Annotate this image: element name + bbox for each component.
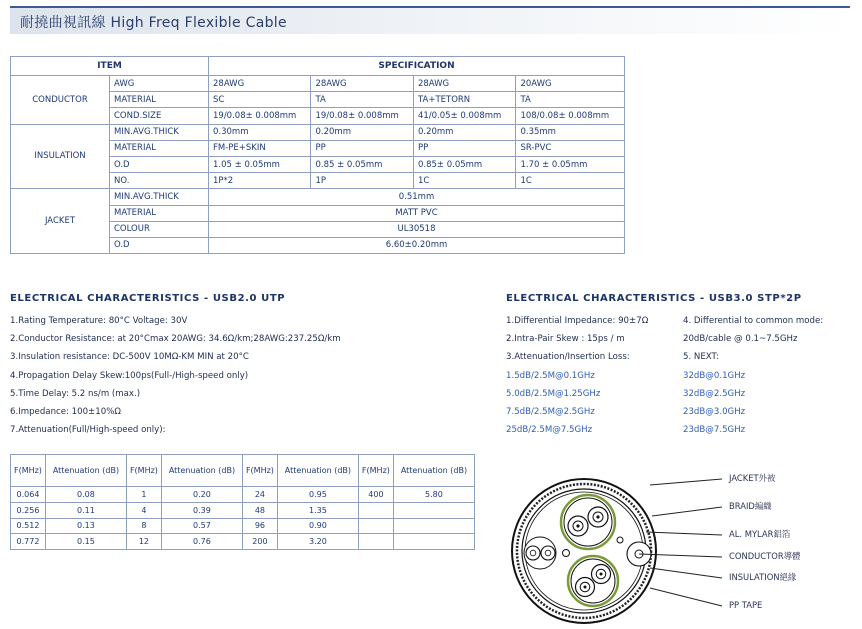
item-header: ITEM: [11, 57, 209, 76]
jacket-label: JACKET: [11, 189, 110, 254]
usb3-line: 2.Intra-Pair Skew : 15ps / m: [506, 334, 625, 345]
cell: [358, 518, 393, 534]
usb3-title: ELECTRICAL CHARACTERISTICS - USB3.0 STP*2P: [506, 293, 802, 304]
utp-pair: [524, 537, 556, 569]
table-row: [11, 124, 625, 140]
usb3-value: 23dB@7.5GHz: [683, 425, 746, 436]
title-bar: [10, 6, 850, 34]
cell: [393, 518, 474, 534]
cell: 0.51mm: [209, 189, 625, 205]
page-title: 耐撓曲視訊線 High Freq Flexible Cable: [20, 15, 287, 31]
cell: 4: [126, 502, 161, 518]
row-name: MATERIAL: [110, 92, 209, 108]
cell: 0.95: [277, 487, 358, 503]
row-name: NO.: [110, 173, 209, 189]
table-row: [11, 487, 475, 503]
row-name: MATERIAL: [110, 140, 209, 156]
cell: 19/0.08± 0.008mm: [209, 108, 311, 124]
row-name: AWG: [110, 76, 209, 92]
cell: 0.13: [45, 518, 126, 534]
header-cell: F(MHz): [242, 455, 277, 487]
specification-header: SPECIFICATION: [209, 57, 625, 76]
cable-cross-section: [500, 460, 862, 625]
usb3-value: 7.5dB/2.5M@2.5GHz: [506, 407, 595, 418]
usb3-value: 1.5dB/2.5M@0.1GHz: [506, 370, 595, 381]
cell: 1: [126, 487, 161, 503]
cell: 20AWG: [516, 76, 625, 92]
cell: TA+TETORN: [413, 92, 515, 108]
cell: 0.256: [11, 502, 46, 518]
row-name: O.D: [110, 156, 209, 172]
usb2-line: 7.Attenuation(Full/High-speed only):: [10, 425, 166, 436]
cell: [358, 502, 393, 518]
usb3-line: 3.Attenuation/Insertion Loss:: [506, 352, 630, 363]
cell: 0.30mm: [209, 124, 311, 140]
spec-table: [10, 56, 625, 254]
row-name: COLOUR: [110, 221, 209, 237]
table-row: [11, 534, 475, 550]
cable-diagram-svg: [500, 460, 862, 625]
usb2-line: 4.Propagation Delay Skew:100ps(Full-/High-speed only): [10, 370, 249, 381]
cell: 200: [242, 534, 277, 550]
usb2-lines: [10, 312, 341, 439]
usb2-line: 2.Conductor Resistance: at 20°Cmax 20AWG: 34.6Ω/km;28AWG:237.25Ω/km: [10, 334, 341, 345]
cell: 1P: [311, 173, 413, 189]
cell: 0.76: [161, 534, 242, 550]
cell: 1C: [516, 173, 625, 189]
insulation-callout: INSULATION絕緣: [729, 572, 797, 582]
cell: 1.35: [277, 502, 358, 518]
row-name: MATERIAL: [110, 205, 209, 221]
cell: 5.80: [393, 487, 474, 503]
cell: TA: [516, 92, 625, 108]
row-name: MIN.AVG.THICK: [110, 189, 209, 205]
cell: 0.90: [277, 518, 358, 534]
usb2-line: 1.Rating Temperature: 80°C Voltage: 30V: [10, 316, 188, 326]
cell: 0.20mm: [413, 124, 515, 140]
cell: 1.05 ± 0.05mm: [209, 156, 311, 172]
table-row: [11, 76, 625, 92]
cell: 3.20: [277, 534, 358, 550]
table-row: [11, 189, 625, 205]
cell: 28AWG: [311, 76, 413, 92]
cell: 0.20mm: [311, 124, 413, 140]
cell: 0.39: [161, 502, 242, 518]
cell: 400: [358, 487, 393, 503]
pp-tape-callout: PP TAPE: [729, 600, 763, 610]
braid-callout: BRAID編織: [729, 501, 772, 511]
usb3-col1: [506, 312, 648, 439]
cell: 0.08: [45, 487, 126, 503]
usb3-value: 32dB@2.5GHz: [683, 388, 746, 399]
cell: 41/0.05± 0.008mm: [413, 108, 515, 124]
cell: 48: [242, 502, 277, 518]
drain-wire: [617, 537, 623, 543]
usb2-line: 6.Impedance: 100±10%Ω: [10, 407, 121, 418]
row-name: COND.SIZE: [110, 108, 209, 124]
header-cell: Attenuation (dB): [277, 455, 358, 487]
jacket-callout: JACKET外被: [729, 473, 776, 483]
header-cell: Attenuation (dB): [161, 455, 242, 487]
cell: [358, 534, 393, 550]
top-pair: [561, 495, 615, 549]
cell: 28AWG: [209, 76, 311, 92]
usb3-value: 5.0dB/2.5M@1.25GHz: [506, 388, 601, 399]
cell: FM-PE+SKIN: [209, 140, 311, 156]
cell: 0.20: [161, 487, 242, 503]
cell: UL30518: [209, 221, 625, 237]
cell: 108/0.08± 0.008mm: [516, 108, 625, 124]
cell: 1C: [413, 173, 515, 189]
cell: 96: [242, 518, 277, 534]
cell: SC: [209, 92, 311, 108]
conductor-label: CONDUCTOR: [11, 76, 110, 125]
row-name: MIN.AVG.THICK: [110, 124, 209, 140]
cell: 0.85± 0.05mm: [413, 156, 515, 172]
cell: SR-PVC: [516, 140, 625, 156]
cell: [393, 502, 474, 518]
header-cell: Attenuation (dB): [393, 455, 474, 487]
cell: [393, 534, 474, 550]
usb3-line: 4. Differential to common mode:: [683, 316, 824, 326]
header-cell: F(MHz): [358, 455, 393, 487]
cell: 1.70 ± 0.05mm: [516, 156, 625, 172]
conductor-callout: CONDUCTOR導體: [729, 551, 801, 561]
cell: 24: [242, 487, 277, 503]
usb3-value: 25dB/2.5M@7.5GHz: [506, 425, 593, 436]
insulation-label: INSULATION: [11, 124, 110, 189]
cell: 0.35mm: [516, 124, 625, 140]
spec-header-row: [11, 57, 625, 76]
row-name: O.D: [110, 237, 209, 253]
cell: TA: [311, 92, 413, 108]
cell: 8: [126, 518, 161, 534]
bottom-pair: [568, 556, 618, 606]
cell: 0.064: [11, 487, 46, 503]
cell: 19/0.08± 0.008mm: [311, 108, 413, 124]
drain-wire: [563, 550, 570, 557]
cell: MATT PVC: [209, 205, 625, 221]
header-cell: F(MHz): [11, 455, 46, 487]
usb3-line: 1.Differential Impedance: 90±7Ω: [506, 316, 649, 326]
cell: PP: [413, 140, 515, 156]
usb3-value: 32dB@0.1GHz: [683, 370, 746, 381]
table-row: [11, 518, 475, 534]
usb2-line: 3.Insulation resistance: DC-500V 10MΩ-KM MIN at 20°C: [10, 352, 249, 363]
cell: 0.57: [161, 518, 242, 534]
cell: 0.512: [11, 518, 46, 534]
attenuation-header-row: [11, 455, 475, 487]
header-cell: Attenuation (dB): [45, 455, 126, 487]
cell: 0.11: [45, 502, 126, 518]
usb2-line: 5.Time Delay: 5.2 ns/m (max.): [10, 388, 141, 399]
table-row: [11, 502, 475, 518]
cell: 0.772: [11, 534, 46, 550]
attenuation-table: [10, 454, 475, 550]
cell: 0.85 ± 0.05mm: [311, 156, 413, 172]
cell: 1P*2: [209, 173, 311, 189]
header-cell: F(MHz): [126, 455, 161, 487]
cell: 12: [126, 534, 161, 550]
cell: 28AWG: [413, 76, 515, 92]
cell: 0.15: [45, 534, 126, 550]
cell: 6.60±0.20mm: [209, 237, 625, 253]
usb2-title: ELECTRICAL CHARACTERISTICS - USB2.0 UTP: [10, 293, 286, 304]
mylar-callout: AL. MYLAR鋁箔: [729, 529, 791, 539]
usb3-line: 20dB/cable @ 0.1~7.5GHz: [683, 334, 798, 345]
usb3-col2: [683, 312, 823, 439]
usb3-line: 5. NEXT:: [683, 352, 719, 363]
cell: PP: [311, 140, 413, 156]
usb3-value: 23dB@3.0GHz: [683, 407, 746, 418]
